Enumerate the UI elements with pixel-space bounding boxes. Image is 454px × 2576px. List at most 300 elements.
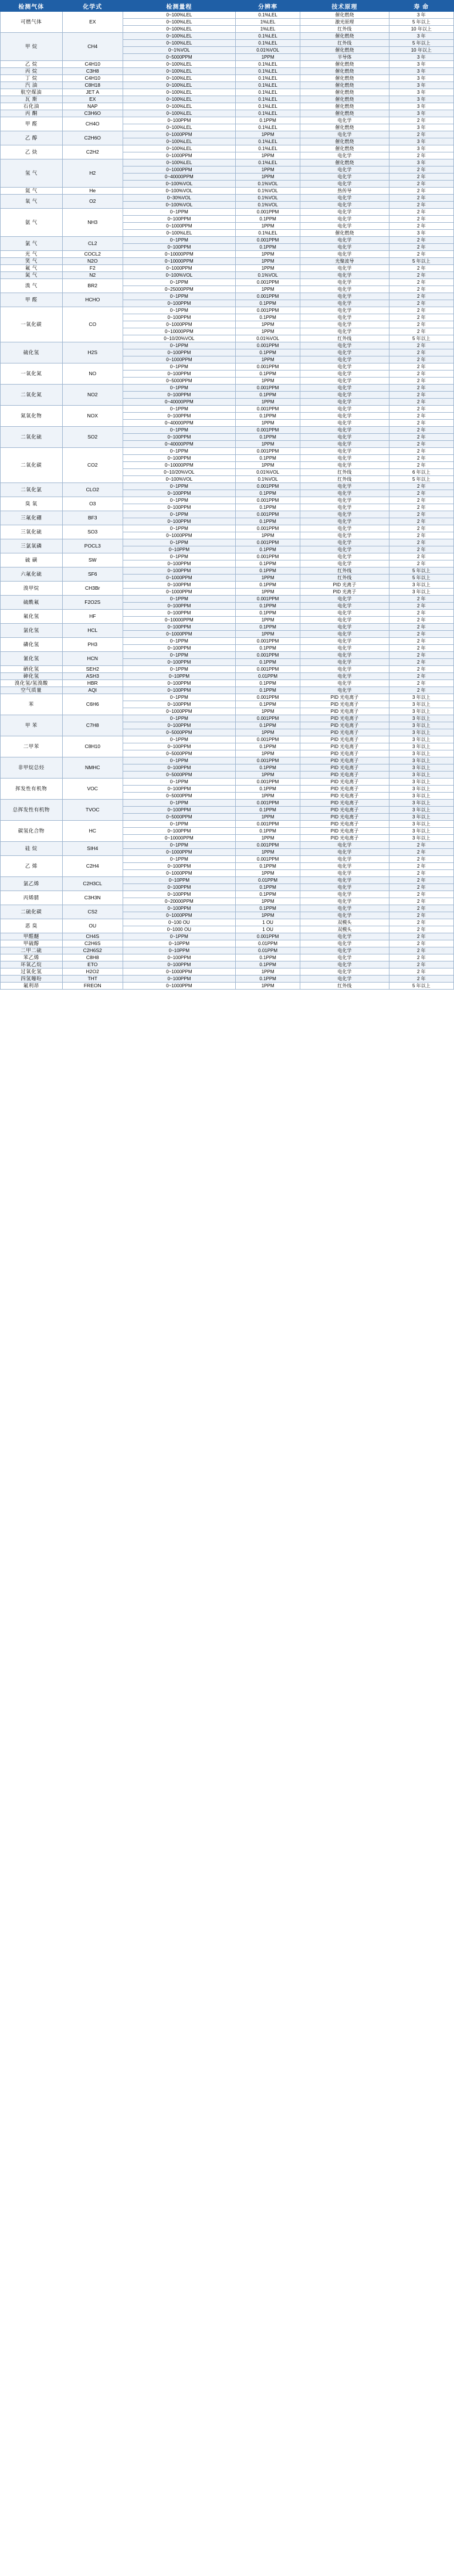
cell-resolution: 0.1PPM — [235, 300, 300, 307]
cell-life: 2 年 — [389, 413, 453, 420]
header-range: 检测量程 — [123, 1, 235, 12]
cell-resolution: 0.1PPM — [235, 807, 300, 814]
cell-range: 0~1000PPM — [123, 912, 235, 919]
cell-technology: 电化学 — [300, 877, 389, 884]
cell-life: 2 年 — [389, 539, 453, 546]
cell-range: 0~1PPM — [123, 307, 235, 314]
cell-range: 0~10PPM — [123, 940, 235, 947]
cell-life: 2 年 — [389, 300, 453, 307]
cell-formula: SO2 — [62, 427, 123, 448]
cell-life: 2 年 — [389, 462, 453, 469]
cell-range: 0~1PPM — [123, 511, 235, 518]
cell-resolution: 0.001PPM — [235, 385, 300, 392]
cell-life: 5 年以上 — [389, 40, 453, 47]
table-body — [1, 12, 454, 990]
cell-life: 3 年 — [389, 159, 453, 166]
cell-range: 0~100PPM — [123, 392, 235, 399]
cell-technology: 电化学 — [300, 251, 389, 258]
cell-resolution: 0.001PPM — [235, 539, 300, 546]
cell-range: 0~100PPM — [123, 610, 235, 617]
cell-life: 3 年以上 — [389, 736, 453, 743]
cell-technology: 电化学 — [300, 406, 389, 413]
cell-life: 3 年以上 — [389, 701, 453, 708]
cell-technology: 电化学 — [300, 342, 389, 349]
cell-gas-name: 航空煤油 — [1, 89, 63, 96]
cell-life: 2 年 — [389, 349, 453, 356]
cell-technology: 红外线 — [300, 983, 389, 990]
cell-formula: HF — [62, 610, 123, 624]
cell-resolution: 0.1%VOL — [235, 195, 300, 202]
cell-resolution: 0.01%VOL — [235, 469, 300, 476]
cell-technology: 电化学 — [300, 131, 389, 138]
cell-formula: C4H10 — [62, 61, 123, 68]
cell-range: 0~100PPM — [123, 659, 235, 666]
cell-gas-name: 二氧化氮 — [1, 385, 63, 406]
cell-technology: 电化学 — [300, 610, 389, 617]
cell-technology: PID 光电离子 — [300, 828, 389, 835]
cell-resolution: 1PPM — [235, 912, 300, 919]
table-row — [1, 919, 454, 926]
cell-life: 5 年以上 — [389, 258, 453, 265]
cell-range: 0~100PPM — [123, 884, 235, 891]
cell-technology: 半导体 — [300, 54, 389, 61]
table-row — [1, 33, 454, 40]
cell-technology: 电化学 — [300, 940, 389, 947]
table-row — [1, 497, 454, 504]
cell-gas-name: 甲 醛 — [1, 117, 63, 131]
cell-life: 2 年 — [389, 518, 453, 525]
cell-resolution: 0.1PPM — [235, 603, 300, 610]
cell-range: 0~1000PPM — [123, 589, 235, 596]
table-row — [1, 82, 454, 89]
cell-resolution: 1PPM — [235, 328, 300, 335]
table-row — [1, 694, 454, 701]
cell-technology: 双模头 — [300, 919, 389, 926]
table-row — [1, 96, 454, 103]
cell-resolution: 1PPM — [235, 589, 300, 596]
cell-gas-name: 挥发性有机物 — [1, 779, 63, 800]
cell-life: 5 年以上 — [389, 476, 453, 483]
cell-gas-name: 总挥发性有机物 — [1, 800, 63, 821]
cell-gas-name: 硫化氢 — [1, 342, 63, 363]
cell-gas-name: 三氟化硼 — [1, 511, 63, 525]
table-row — [1, 666, 454, 673]
cell-resolution: 1PPM — [235, 258, 300, 265]
cell-life: 2 年 — [389, 842, 453, 849]
cell-gas-name: 二甲苯 — [1, 736, 63, 757]
cell-range: 0~1PPM — [123, 652, 235, 659]
cell-technology: 电化学 — [300, 385, 389, 392]
cell-gas-name: 硫 磺 — [1, 553, 63, 567]
cell-formula: C3H6O — [62, 110, 123, 117]
cell-gas-name: 甲 醛 — [1, 293, 63, 307]
cell-life: 2 年 — [389, 504, 453, 511]
cell-life: 2 年 — [389, 645, 453, 652]
cell-technology: 电化学 — [300, 363, 389, 371]
table-row — [1, 251, 454, 258]
cell-range: 0~5000PPM — [123, 814, 235, 821]
cell-range: 0~100PPM — [123, 518, 235, 525]
cell-range: 0~1000PPM — [123, 575, 235, 582]
cell-technology: 电化学 — [300, 645, 389, 652]
cell-range: 0~1PPM — [123, 757, 235, 764]
cell-formula: C8H10 — [62, 736, 123, 757]
cell-formula: CO — [62, 307, 123, 342]
cell-range: 0~1000PPM — [123, 223, 235, 230]
table-row — [1, 736, 454, 743]
cell-range: 0~100PPM — [123, 961, 235, 968]
cell-technology: 电化学 — [300, 603, 389, 610]
cell-range: 0~1PPM — [123, 342, 235, 349]
cell-formula: C3H3N — [62, 891, 123, 905]
cell-technology: 电化学 — [300, 307, 389, 314]
cell-gas-name: 氟化氢 — [1, 610, 63, 624]
cell-range: 0~10/20%VOL — [123, 469, 235, 476]
cell-range: 0~100%VOL — [123, 202, 235, 209]
cell-resolution: 0.1%VOL — [235, 181, 300, 188]
cell-technology: 电化学 — [300, 483, 389, 490]
table-row — [1, 680, 454, 687]
cell-resolution: 0.001PPM — [235, 342, 300, 349]
cell-technology: PID 光电离子 — [300, 786, 389, 793]
cell-technology: PID 光电离子 — [300, 814, 389, 821]
table-row — [1, 961, 454, 968]
cell-range: 0~5000PPM — [123, 793, 235, 800]
cell-resolution: 0.1PPM — [235, 680, 300, 687]
cell-technology: 电化学 — [300, 223, 389, 230]
cell-gas-name: 硫酰氟 — [1, 596, 63, 610]
cell-gas-name: 可燃气体 — [1, 12, 63, 33]
table-row — [1, 131, 454, 138]
cell-resolution: 0.1%VOL — [235, 202, 300, 209]
cell-resolution: 1PPM — [235, 968, 300, 976]
cell-technology: 电化学 — [300, 947, 389, 954]
cell-life: 2 年 — [389, 673, 453, 680]
cell-range: 0~100PPM — [123, 413, 235, 420]
cell-technology: 电化学 — [300, 954, 389, 961]
cell-range: 0~100%LEL — [123, 159, 235, 166]
cell-technology: 电化学 — [300, 152, 389, 159]
cell-resolution: 0.1PPM — [235, 863, 300, 870]
table-row — [1, 237, 454, 244]
cell-gas-name: 六氟化硫 — [1, 567, 63, 582]
cell-formula: EX — [62, 12, 123, 33]
cell-formula: NOX — [62, 406, 123, 427]
cell-range: 0~1000PPM — [123, 849, 235, 856]
cell-resolution: 0.001PPM — [235, 842, 300, 849]
cell-formula: THT — [62, 976, 123, 983]
cell-resolution: 1PPM — [235, 849, 300, 856]
cell-life: 2 年 — [389, 441, 453, 448]
cell-life: 3 年 — [389, 138, 453, 145]
cell-range: 0~10000PPM — [123, 617, 235, 624]
cell-technology: 催化燃烧 — [300, 61, 389, 68]
header-resolution: 分辨率 — [235, 1, 300, 12]
cell-formula: SEH2 — [62, 666, 123, 673]
cell-life: 2 年 — [389, 638, 453, 645]
cell-technology: 电化学 — [300, 553, 389, 560]
cell-range: 0~40000PPM — [123, 174, 235, 181]
cell-range: 0~100PPM — [123, 828, 235, 835]
cell-formula: SO3 — [62, 525, 123, 539]
cell-range: 0~1PPM — [123, 596, 235, 603]
cell-resolution: 0.1PPM — [235, 645, 300, 652]
cell-resolution: 0.1PPM — [235, 314, 300, 321]
cell-resolution: 0.1%VOL — [235, 476, 300, 483]
cell-formula: HCN — [62, 652, 123, 666]
cell-range: 0~100PPM — [123, 582, 235, 589]
cell-formula: COCL2 — [62, 251, 123, 258]
cell-resolution: 0.001PPM — [235, 209, 300, 216]
cell-formula: C8H8 — [62, 954, 123, 961]
cell-formula: He — [62, 188, 123, 195]
cell-range: 0~1PPM — [123, 237, 235, 244]
cell-gas-name: 磷化氢 — [1, 638, 63, 652]
cell-life: 3 年以上 — [389, 786, 453, 793]
cell-technology: 催化燃烧 — [300, 159, 389, 166]
cell-formula: C2H6S2 — [62, 947, 123, 954]
cell-life: 2 年 — [389, 624, 453, 631]
cell-range: 0~100PPM — [123, 117, 235, 124]
cell-range: 0~5000PPM — [123, 54, 235, 61]
cell-range: 0~100%LEL — [123, 96, 235, 103]
cell-resolution: 0.1PPM — [235, 743, 300, 750]
table-row — [1, 363, 454, 371]
cell-life: 3 年以上 — [389, 807, 453, 814]
cell-life: 3 年以上 — [389, 589, 453, 596]
cell-resolution: 0.001PPM — [235, 553, 300, 560]
cell-range: 0~100%LEL — [123, 230, 235, 237]
cell-formula: NAP — [62, 103, 123, 110]
cell-range: 0~100%VOL — [123, 476, 235, 483]
cell-range: 0~100PPM — [123, 863, 235, 870]
cell-resolution: 0.001PPM — [235, 694, 300, 701]
cell-technology: 电化学 — [300, 968, 389, 976]
cell-resolution: 0.001PPM — [235, 933, 300, 940]
cell-range: 0~1000PPM — [123, 166, 235, 174]
cell-technology: PID 光电离子 — [300, 743, 389, 750]
cell-life: 2 年 — [389, 919, 453, 926]
cell-range: 0~100PPM — [123, 624, 235, 631]
cell-technology: 电化学 — [300, 560, 389, 567]
cell-gas-name: 二氧化硫 — [1, 427, 63, 448]
cell-technology: 电化学 — [300, 272, 389, 279]
cell-range: 0~100PPM — [123, 371, 235, 378]
cell-range: 0~10000PPM — [123, 258, 235, 265]
cell-resolution: 1PPM — [235, 532, 300, 539]
cell-range: 0~10PPM — [123, 877, 235, 884]
cell-technology: PID 光离子 — [300, 582, 389, 589]
cell-resolution: 1 OU — [235, 926, 300, 933]
cell-technology: 红外线 — [300, 476, 389, 483]
cell-resolution: 1PPM — [235, 223, 300, 230]
cell-life: 2 年 — [389, 286, 453, 293]
cell-range: 0~1000PPM — [123, 356, 235, 363]
table-row — [1, 940, 454, 947]
cell-technology: 双模头 — [300, 926, 389, 933]
cell-range: 0~5000PPM — [123, 378, 235, 385]
cell-technology: 电化学 — [300, 286, 389, 293]
cell-life: 2 年 — [389, 371, 453, 378]
cell-formula: PH3 — [62, 638, 123, 652]
cell-range: 0~100PPM — [123, 504, 235, 511]
cell-resolution: 0.1PPM — [235, 786, 300, 793]
table-row — [1, 265, 454, 272]
cell-range: 0~1000PPM — [123, 152, 235, 159]
cell-gas-name: 瓦 斯 — [1, 96, 63, 103]
cell-gas-name: 一氧化碳 — [1, 307, 63, 342]
cell-life: 2 年 — [389, 434, 453, 441]
cell-life: 2 年 — [389, 511, 453, 518]
cell-range: 0~1PPM — [123, 406, 235, 413]
table-row — [1, 610, 454, 617]
cell-resolution: 0.001PPM — [235, 652, 300, 659]
cell-resolution: 0.1%LEL — [235, 103, 300, 110]
cell-resolution: 0.001PPM — [235, 757, 300, 764]
cell-resolution: 0.1PPM — [235, 117, 300, 124]
cell-resolution: 0.001PPM — [235, 427, 300, 434]
cell-technology: 电化学 — [300, 673, 389, 680]
cell-range: 0~10PPM — [123, 673, 235, 680]
cell-technology: 电化学 — [300, 237, 389, 244]
cell-resolution: 0.1PPM — [235, 413, 300, 420]
cell-resolution: 1PPM — [235, 131, 300, 138]
cell-gas-name: 氟 气 — [1, 265, 63, 272]
cell-technology: PID 光电离子 — [300, 793, 389, 800]
cell-life: 2 年 — [389, 356, 453, 363]
cell-technology: 热传导 — [300, 188, 389, 195]
cell-technology: 电化学 — [300, 898, 389, 905]
table-row — [1, 89, 454, 96]
cell-resolution: 0.001PPM — [235, 307, 300, 314]
cell-gas-name: 氰化氢 — [1, 652, 63, 666]
table-row — [1, 715, 454, 722]
cell-formula: BF3 — [62, 511, 123, 525]
cell-life: 2 年 — [389, 152, 453, 159]
cell-life: 3 年 — [389, 96, 453, 103]
cell-gas-name: 一氧化氮 — [1, 363, 63, 385]
cell-technology: 电化学 — [300, 371, 389, 378]
cell-resolution: 0.1%LEL — [235, 230, 300, 237]
table-row — [1, 905, 454, 912]
cell-range: 0~100PPM — [123, 891, 235, 898]
cell-technology: 电化学 — [300, 181, 389, 188]
cell-resolution: 0.1PPM — [235, 624, 300, 631]
cell-life: 3 年以上 — [389, 582, 453, 589]
cell-life: 2 年 — [389, 680, 453, 687]
table-row — [1, 293, 454, 300]
cell-resolution: 0.001PPM — [235, 511, 300, 518]
cell-resolution: 0.001PPM — [235, 237, 300, 244]
cell-gas-name: 二甲二硫 — [1, 947, 63, 954]
cell-gas-name: 乙 烯 — [1, 856, 63, 877]
cell-resolution: 0.1PPM — [235, 560, 300, 567]
cell-resolution: 0.1%LEL — [235, 89, 300, 96]
cell-resolution: 0.1%LEL — [235, 124, 300, 131]
cell-life: 10 年以上 — [389, 26, 453, 33]
cell-formula: SF6 — [62, 567, 123, 582]
table-row — [1, 448, 454, 455]
cell-gas-name: 二硫化碳 — [1, 905, 63, 919]
cell-technology: 电化学 — [300, 884, 389, 891]
cell-technology: 电化学 — [300, 455, 389, 462]
table-row — [1, 209, 454, 216]
cell-technology: 催化燃烧 — [300, 145, 389, 152]
cell-gas-name: 氯 气 — [1, 237, 63, 251]
cell-formula: CL2 — [62, 237, 123, 251]
table-row — [1, 307, 454, 314]
cell-life: 3 年以上 — [389, 743, 453, 750]
cell-resolution: 1PPM — [235, 265, 300, 272]
cell-technology: 电化学 — [300, 863, 389, 870]
cell-range: 0~30%VOL — [123, 195, 235, 202]
cell-life: 2 年 — [389, 652, 453, 659]
cell-life: 2 年 — [389, 392, 453, 399]
cell-gas-name: 氮氧化物 — [1, 406, 63, 427]
table-row — [1, 933, 454, 940]
table-row — [1, 757, 454, 764]
cell-life: 3 年以上 — [389, 708, 453, 715]
cell-life: 2 年 — [389, 863, 453, 870]
cell-range: 0~1PPM — [123, 385, 235, 392]
cell-resolution: 0.01PPM — [235, 940, 300, 947]
cell-range: 0~100%LEL — [123, 124, 235, 131]
cell-technology: 催化燃烧 — [300, 82, 389, 89]
cell-gas-name: 氨 气 — [1, 209, 63, 237]
cell-formula: C2H6S — [62, 940, 123, 947]
table-row — [1, 258, 454, 265]
cell-life: 3 年 — [389, 75, 453, 82]
cell-life: 3 年 — [389, 145, 453, 152]
cell-technology: 电化学 — [300, 490, 389, 497]
cell-gas-name: 二氧化氯 — [1, 483, 63, 497]
cell-life: 2 年 — [389, 884, 453, 891]
cell-range: 0~100%LEL — [123, 61, 235, 68]
cell-resolution: 0.1PPM — [235, 518, 300, 525]
cell-resolution: 0.1PPM — [235, 490, 300, 497]
cell-life: 3 年以上 — [389, 715, 453, 722]
cell-life: 2 年 — [389, 891, 453, 898]
cell-range: 0~100%LEL — [123, 12, 235, 19]
cell-resolution: 0.1%LEL — [235, 145, 300, 152]
cell-range: 0~1000PPM — [123, 708, 235, 715]
table-row — [1, 779, 454, 786]
cell-resolution: 0.001PPM — [235, 856, 300, 863]
cell-life: 5 年以上 — [389, 335, 453, 342]
cell-formula: O3 — [62, 497, 123, 511]
cell-technology: PID 光电离子 — [300, 722, 389, 729]
table-row — [1, 188, 454, 195]
header-formula: 化学式 — [62, 1, 123, 12]
cell-life: 2 年 — [389, 181, 453, 188]
cell-technology: 电化学 — [300, 525, 389, 532]
cell-life: 2 年 — [389, 251, 453, 258]
cell-technology: PID 光电离子 — [300, 750, 389, 757]
cell-life: 2 年 — [389, 202, 453, 209]
cell-technology: 电化学 — [300, 624, 389, 631]
cell-technology: 电化学 — [300, 631, 389, 638]
cell-technology: 电化学 — [300, 933, 389, 940]
cell-range: 0~5000PPM — [123, 729, 235, 736]
cell-life: 3 年 — [389, 33, 453, 40]
cell-formula: CH4 — [62, 33, 123, 61]
cell-life: 3 年以上 — [389, 722, 453, 729]
cell-life: 3 年以上 — [389, 800, 453, 807]
cell-resolution: 0.1PPM — [235, 891, 300, 898]
cell-formula: F2 — [62, 265, 123, 272]
cell-formula: C4H10 — [62, 75, 123, 82]
cell-range: 0~1PPM — [123, 842, 235, 849]
